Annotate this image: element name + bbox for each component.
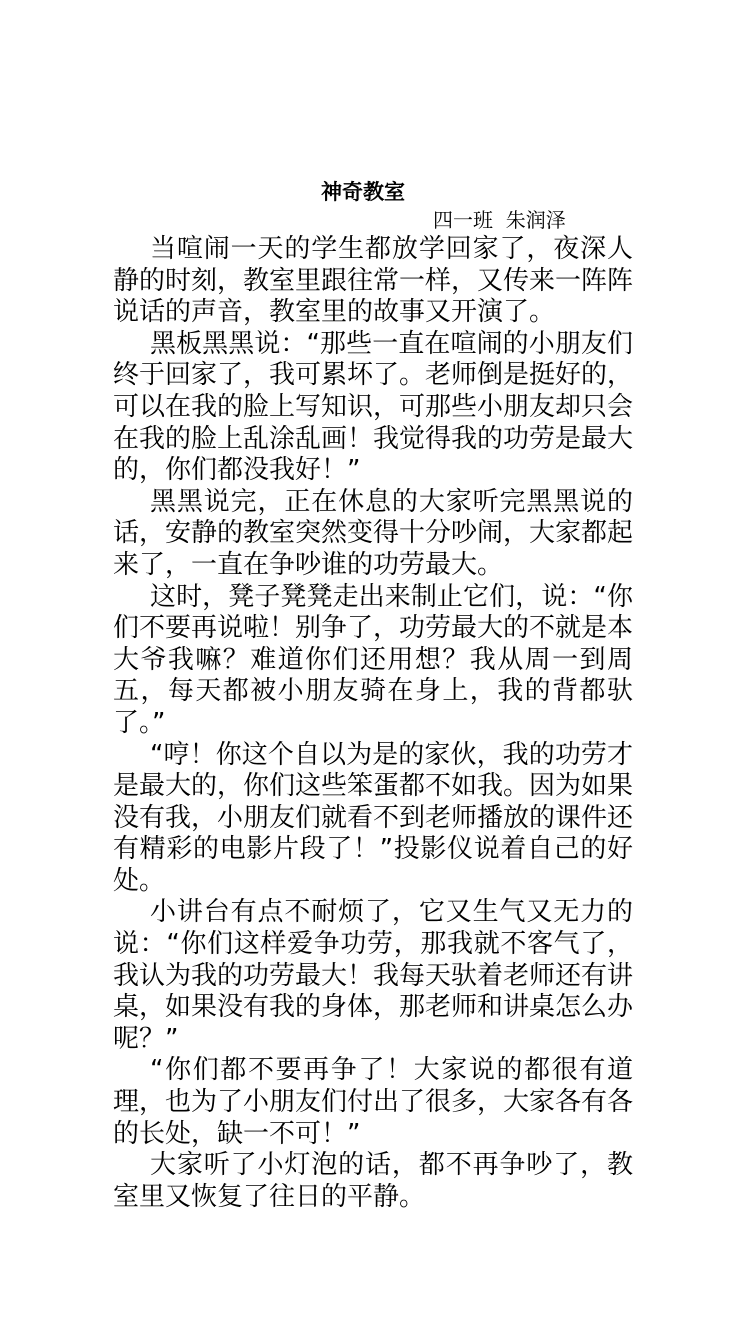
paragraph-6: 小讲台有点不耐烦了，它又生气又无力的说：“你们这样爱争功劳，那我就不客气了，我认为我的功劳最大！我每天驮着老师还有讲桌，如果没有我的身体，那老师和讲桌怎么办呢？” [113,897,634,1054]
paragraph-7: “你们都不要再争了！大家说的都很有道理，也为了小朋友们付出了很多，大家各有各的长处，缺一不可！” [113,1055,634,1149]
essay-page [113,178,633,1213]
essay-title: 神奇教室 [321,180,405,204]
paragraph-5: “哼！你这个自以为是的家伙，我的功劳才是最大的，你们这些笨蛋都不如我。因为如果没有我，小朋友们就看不到老师播放的课件还有精彩的电影片段了！”投影仪说着自己的好处。 [113,739,634,896]
paragraph-1: 当喧闹一天的学生都放学回家了，夜深人静的时刻，教室里跟往常一样，又传来一阵阵说话的声音，教室里的故事又开演了。 [113,234,634,328]
paragraph-8: 大家听了小灯泡的话，都不再争吵了，教室里又恢复了往日的平静。 [113,1150,633,1212]
paragraph-4: 这时，凳子凳凳走出来制止它们，说：“你们不要再说啦！别争了，功劳最大的不就是本大爷我嘛？难道你们还用想？我从周一到周五，每天都被小朋友骑在身上，我的背都驮了。” [113,581,634,738]
paragraph-2: 黑板黑黑说：“那些一直在喧闹的小朋友们终于回家了，我可累坏了。老师倒是挺好的，可以在我的脸上写知识，可那些小朋友却只会在我的脸上乱涂乱画！我觉得我的功劳是最大的，你们都没我好！” [113,328,634,486]
paragraph-3: 黑黑说完，正在休息的大家听完黑黑说的话，安静的教室突然变得十分吵闹，大家都起来了，一直在争吵谁的功劳最大。 [113,486,634,580]
essay-author: 四一班 朱润泽 [433,208,566,232]
